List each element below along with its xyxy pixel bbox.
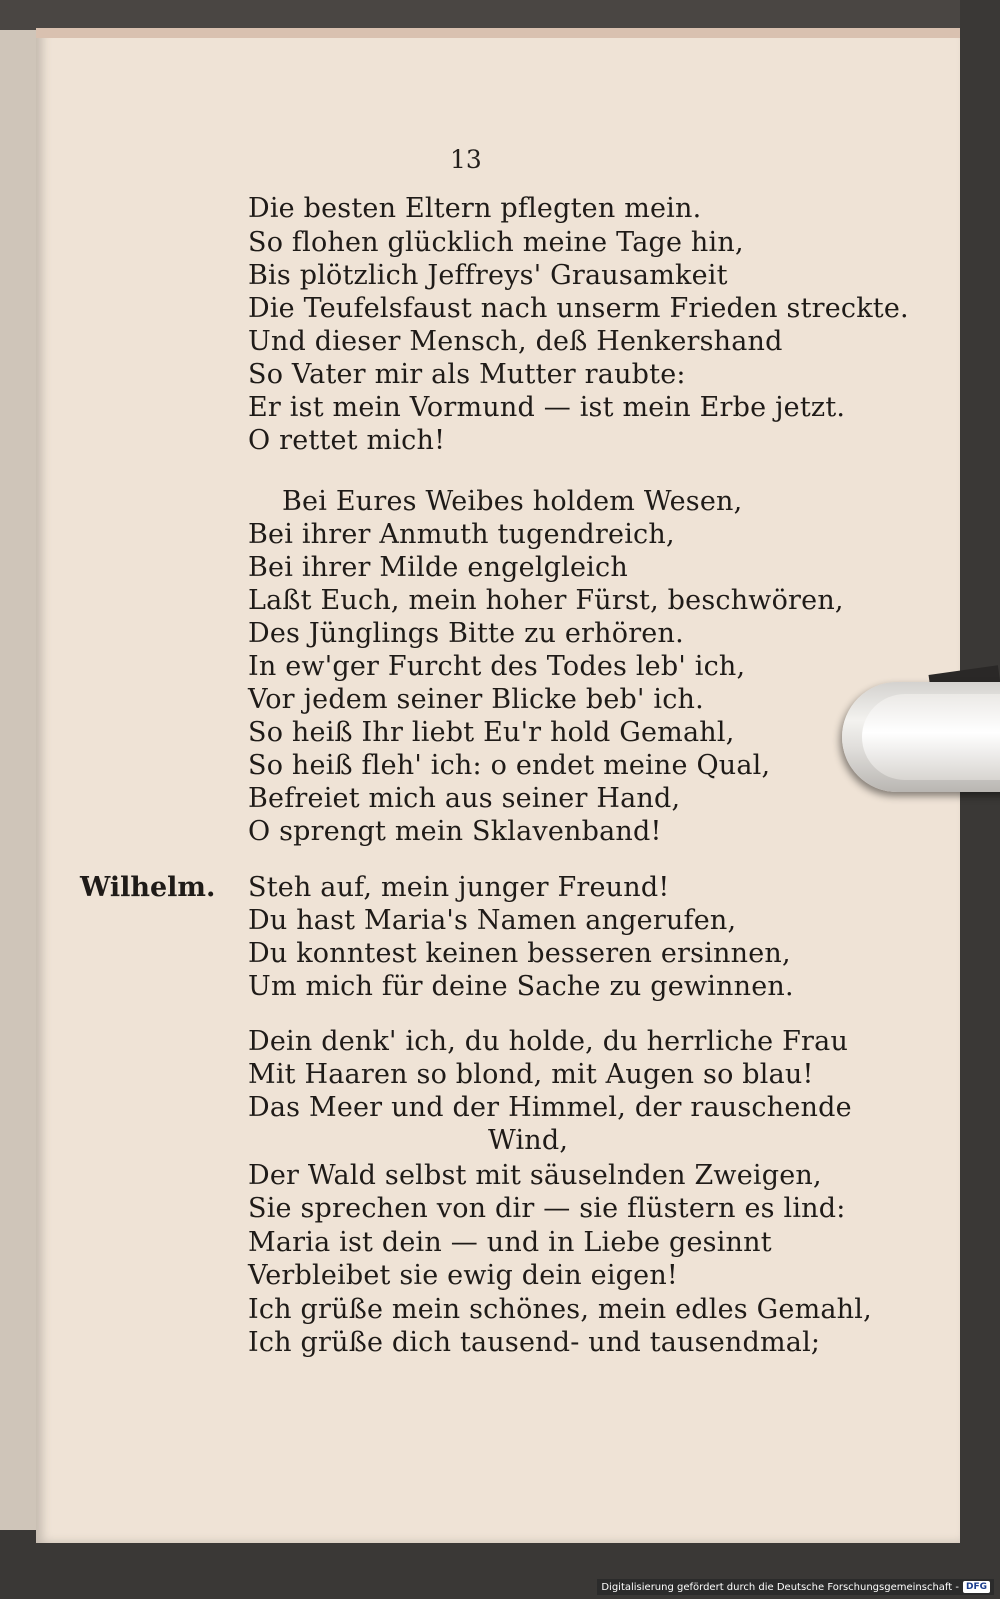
verse-line: Die Teufelsfaust nach unserm Frieden streckte.	[248, 293, 909, 324]
verse-line: Der Wald selbst mit säuselnden Zweigen,	[248, 1160, 822, 1191]
left-page-edge	[0, 30, 40, 1530]
digitization-footer	[597, 1579, 994, 1595]
verse-line: Ich grüße mein schönes, mein edles Gemahl,	[248, 1294, 872, 1325]
verse-line: Befreiet mich aus seiner Hand,	[248, 783, 681, 814]
verse-line: Steh auf, mein junger Freund!	[248, 872, 670, 903]
verse-line: Verbleibet sie ewig dein eigen!	[248, 1260, 678, 1291]
dfg-logo-icon: DFG	[963, 1581, 990, 1593]
verse-line: Bei ihrer Milde engelgleich	[248, 552, 628, 583]
verse-line: Maria ist dein — und in Liebe gesinnt	[248, 1227, 772, 1258]
verse-line: Bei Eures Weibes holdem Wesen,	[282, 486, 743, 517]
verse-line: Bis plötzlich Jeffreys' Grausamkeit	[248, 260, 728, 291]
speaker-name: Wilhelm.	[80, 872, 216, 903]
verse-line: So Vater mir als Mutter raubte:	[248, 359, 686, 390]
verse-line: So heiß fleh' ich: o endet meine Qual,	[248, 750, 771, 781]
verse-line: Du konntest keinen besseren ersinnen,	[248, 938, 791, 969]
page-number: 13	[450, 145, 482, 174]
verse-line: Um mich für deine Sache zu gewinnen.	[248, 971, 794, 1002]
verse-line: Laßt Euch, mein hoher Fürst, beschwören,	[248, 585, 844, 616]
verse-line: O rettet mich!	[248, 425, 446, 456]
page-clip-highlight	[862, 694, 1000, 780]
verse-line: Sie sprechen von dir — sie flüstern es lind:	[248, 1193, 846, 1224]
verse-line: Ich grüße dich tausend- und tausendmal;	[248, 1327, 821, 1358]
verse-line: Er ist mein Vormund — ist mein Erbe jetzt.	[248, 392, 846, 423]
verse-line: Mit Haaren so blond, mit Augen so blau!	[248, 1059, 814, 1090]
verse-line: Und dieser Mensch, deß Henkershand	[248, 326, 783, 357]
verse-line: So heiß Ihr liebt Eu'r hold Gemahl,	[248, 717, 735, 748]
footer-text: Digitalisierung gefördert durch die Deutsche Forschungsgemeinschaft -	[601, 1581, 959, 1593]
verse-line: Du hast Maria's Namen angerufen,	[248, 905, 737, 936]
verse-line: In ew'ger Furcht des Todes leb' ich,	[248, 651, 746, 682]
verse-line: Bei ihrer Anmuth tugendreich,	[248, 519, 675, 550]
verse-line: O sprengt mein Sklavenband!	[248, 816, 662, 847]
verse-line: Dein denk' ich, du holde, du herrliche Frau	[248, 1026, 849, 1057]
verse-line: Wind,	[488, 1125, 569, 1156]
page-top-edge	[36, 28, 960, 38]
verse-line: So flohen glücklich meine Tage hin,	[248, 227, 744, 258]
verse-line: Die besten Eltern pflegten mein.	[248, 193, 702, 224]
verse-line: Vor jedem seiner Blicke beb' ich.	[248, 684, 704, 715]
verse-line: Des Jünglings Bitte zu erhören.	[248, 618, 684, 649]
verse-line: Das Meer und der Himmel, der rauschende	[248, 1092, 852, 1123]
